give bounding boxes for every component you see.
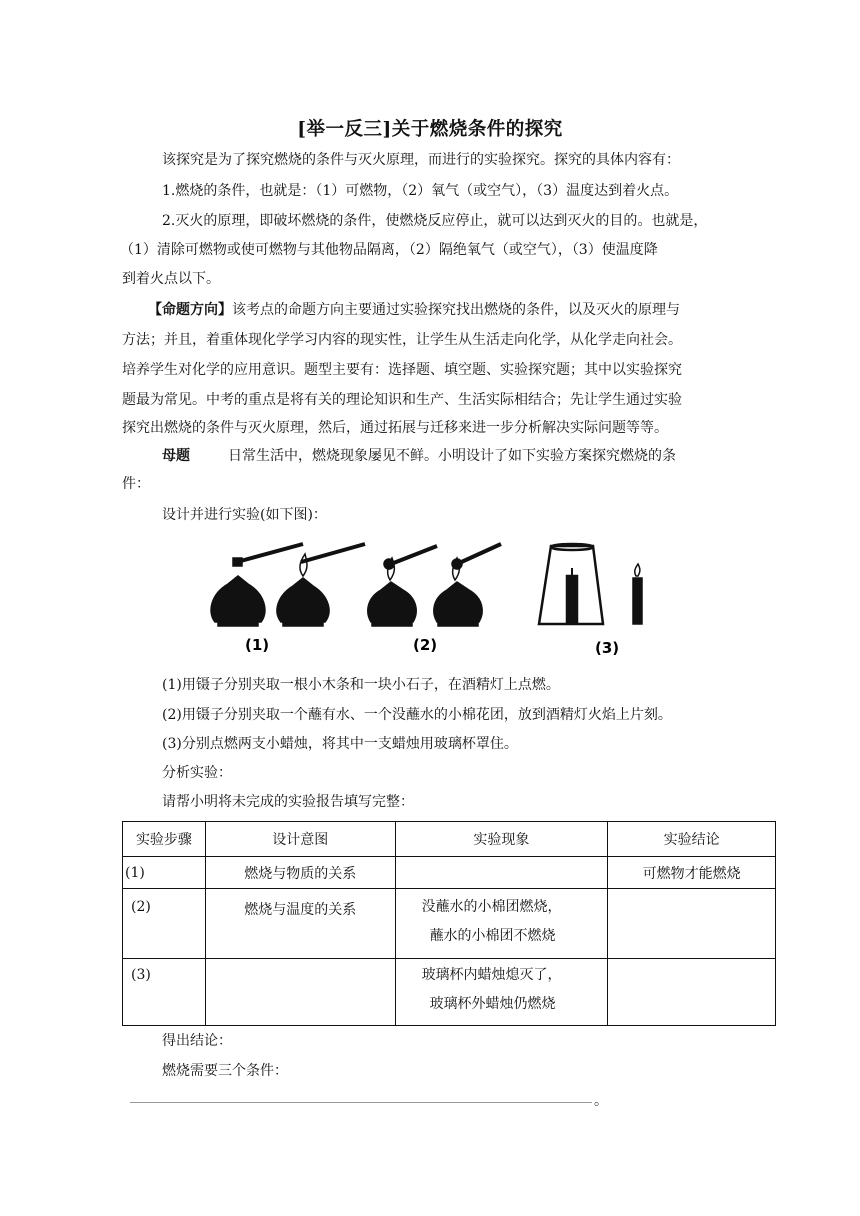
glass-cup-candle-icon: [539, 544, 603, 624]
request-line: 请帮小明将未完成的实验报告填写完整：: [162, 794, 414, 810]
direction-line-1: [148, 300, 680, 320]
experiment-figure: [205, 540, 665, 662]
phenomenon-line: 蘸水的小棉团不燃烧: [429, 928, 556, 944]
problem-line-1: [162, 446, 676, 466]
step-cell: (1): [123, 857, 206, 889]
direction-line-2: 方法；并且，着重体现化学学习内容的现实性，让学生从生活走向化学，从化学走向社会。: [122, 332, 682, 348]
alcohol-lamp-icon: [368, 546, 437, 626]
direction-line-5: 探究出燃烧的条件与灭火原理，然后，通过拓展与迁移来进一步分析解决实际问题等等。: [122, 420, 668, 436]
figure-label: (3): [595, 639, 620, 657]
phenomenon-line: 玻璃杯外蜡烛仍燃烧: [429, 996, 556, 1012]
header-cell: 设计意图: [205, 822, 395, 857]
direction-line-4: 题最为常见。中考的重点是将有关的理论知识和生产、生活实际相结合；先让学生通过实验: [122, 392, 682, 408]
intent-cell: 燃烧与物质的关系: [205, 857, 395, 889]
candle-icon: [633, 564, 642, 624]
header-cell: 实验现象: [395, 822, 608, 857]
intro-paragraph: 该探究是为了探究燃烧的条件与灭火原理，而进行的实验探究。探究的具体内容有：: [162, 152, 680, 168]
intent-cell[interactable]: [205, 959, 395, 1026]
experiment-report-table: [122, 821, 776, 1026]
period-mark: 。: [594, 1093, 608, 1109]
phenomenon-line: 没蘸水的小棉团燃烧，: [421, 899, 562, 915]
problem-line-2: 件：: [122, 476, 150, 492]
alcohol-lamp-icon: [434, 544, 501, 626]
analysis-label: 分析实验：: [162, 765, 232, 781]
conclusion-label: 得出结论：: [162, 1033, 232, 1049]
step-1-line: (1)用镊子分别夹取一根小木条和一块小石子，在酒精灯上点燃。: [162, 677, 560, 693]
extinguish-line-1: 2.灭火的原理，即破坏燃烧的条件，使燃烧反应停止，就可以达到灭火的目的。也就是，: [162, 213, 708, 229]
figure-label: (2): [413, 636, 438, 654]
alcohol-lamp-icon: [277, 544, 365, 626]
problem-text: 日常生活中，燃烧现象屡见不鲜。小明设计了如下实验方案探究燃烧的条: [228, 448, 676, 464]
direction-label: 【命题方向】: [148, 302, 232, 318]
direction-line-3: 培养学生对化学的应用意识。题型主要有：选择题、填空题、实验探究题；其中以实验探究: [122, 362, 682, 378]
design-line: 设计并进行实验(如下图)：: [162, 507, 327, 523]
table-row: [123, 857, 776, 889]
table-row: [123, 889, 776, 959]
figure-label: (1): [245, 636, 270, 654]
conclusion-cell[interactable]: [608, 959, 776, 1026]
header-cell: 实验步骤: [123, 822, 206, 857]
step-cell: (2): [123, 889, 206, 959]
table-row: [123, 959, 776, 1026]
conclusion-cell: 可燃物才能燃烧: [608, 857, 776, 889]
answer-blank[interactable]: [130, 1102, 592, 1103]
extinguish-line-3: 到着火点以下。: [122, 271, 220, 287]
conclusion-cell[interactable]: [608, 889, 776, 959]
phenomenon-cell[interactable]: [395, 857, 608, 889]
page-title: [举一反三]关于燃烧条件的探究: [297, 119, 563, 140]
phenomenon-cell: [395, 959, 608, 1026]
intent-cell: 燃烧与温度的关系: [205, 889, 395, 959]
fire-conditions-line: 1.燃烧的条件，也就是：（1）可燃物，（2）氧气（或空气），（3）温度达到着火点。: [162, 183, 679, 199]
extinguish-line-2: （1）清除可燃物或使可燃物与其他物品隔离，（2）隔绝氧气（或空气），（3）使温度降: [120, 242, 658, 258]
header-cell: 实验结论: [608, 822, 776, 857]
direction-text: 该考点的命题方向主要通过实验探究找出燃烧的条件，以及灭火的原理与: [232, 302, 680, 318]
step-2-line: (2)用镊子分别夹取一个蘸有水、一个没蘸水的小棉花团，放到酒精灯火焰上片刻。: [162, 707, 672, 723]
problem-label: 母题: [162, 448, 190, 464]
step-cell: (3): [123, 959, 206, 1026]
table-header-row: [123, 822, 776, 857]
phenomenon-line: 玻璃杯内蜡烛熄灭了，: [421, 967, 562, 983]
phenomenon-cell: [395, 889, 608, 959]
step-3-line: (3)分别点燃两支小蜡烛，将其中一支蜡烛用玻璃杯罩住。: [162, 736, 518, 752]
three-conditions-line: 燃烧需要三个条件：: [162, 1063, 288, 1079]
